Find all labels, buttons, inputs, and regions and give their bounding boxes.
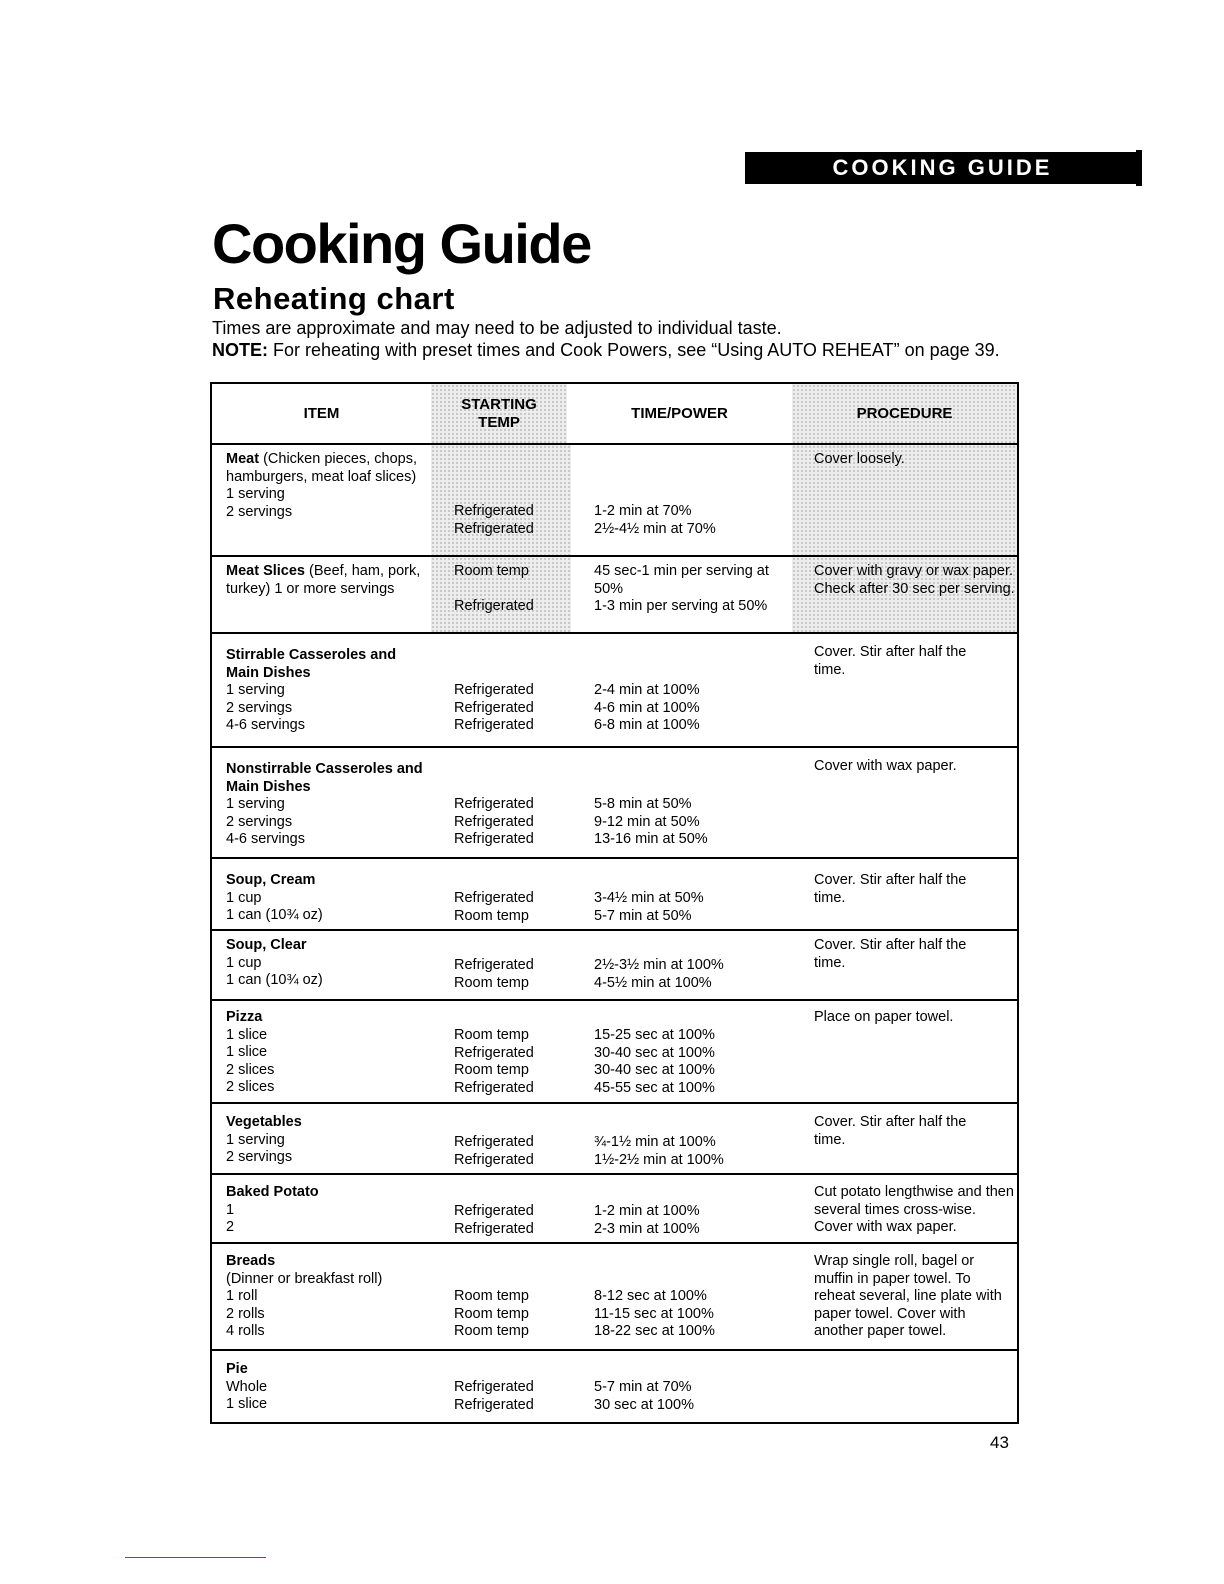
item-cell [226,445,446,555]
temp-line: Refrigerated [454,796,534,812]
temp-line: Room temp [454,974,529,991]
serving-line: 4-6 servings [226,831,305,847]
header-temp-line1: STARTING [461,396,537,413]
serving-line: 1 serving [226,796,285,812]
item-title: Pizza [226,1009,263,1025]
time-cell [594,931,794,999]
item-description: (Chicken pieces, chops, hamburgers, meat loaf slices) [226,451,418,485]
temp-line: Refrigerated [454,503,534,519]
time-line: 5-7 min at 50% [594,907,692,924]
procedure-cell: Cut potato lengthwise and then several times cross-wise. Cover with wax paper. [814,1184,1014,1235]
temp-cell [431,1175,571,1242]
serving-line: 1 cup [226,954,262,971]
time-line: 3-4½ min at 50% [594,890,704,906]
item-cell [226,1175,446,1242]
temp-line: Refrigerated [454,1220,534,1237]
banner-label: COOKING GUIDE [832,155,1053,180]
footer-rule [125,1557,266,1558]
time-line: 45 sec-1 min per serving at 50% [594,563,769,597]
item-subtitle: (Dinner or breakfast roll) [226,1270,383,1287]
procedure-cell: Place on paper towel. [814,1009,954,1025]
table-row [212,634,1017,748]
time-line: 1-2 min at 100% [594,1203,700,1219]
time-cell [594,748,794,857]
temp-cell [431,634,571,746]
item-title: Vegetables [226,1114,302,1130]
temp-cell [431,748,571,857]
time-line: 5-8 min at 50% [594,796,692,812]
header-item: ITEM [303,404,340,422]
item-cell [226,1244,446,1349]
temp-line: Refrigerated [454,699,534,716]
serving-line: 1 can (10¾ oz) [226,907,323,923]
time-line: 30-40 sec at 100% [594,1062,715,1078]
time-cell [594,557,789,632]
time-line: 8-12 sec at 100% [594,1288,707,1304]
time-cell [594,1001,794,1102]
temp-line: Refrigerated [454,1151,534,1168]
table-row [212,557,1017,634]
time-line: ¾-1½ min at 100% [594,1134,716,1150]
serving-line: 2 rolls [226,1305,265,1322]
procedure-cell: Cover. Stir after half the time. [814,644,967,678]
temp-line: Refrigerated [454,1044,534,1061]
serving-line: 1 [226,1201,235,1218]
temp-line: Room temp [454,1062,529,1078]
intro-text [212,317,1012,361]
serving-line: 1 roll [226,1288,258,1304]
serving-line: 1 slice [226,1026,268,1043]
serving-line: 1 serving [226,682,285,698]
time-line: 30 sec at 100% [594,1396,694,1413]
item-cell [226,859,446,929]
temp-line: Refrigerated [454,1396,534,1413]
temp-line: Room temp [454,1305,529,1322]
temp-line: Refrigerated [454,831,534,847]
serving-line: 1 cup [226,889,262,906]
item-description: (Beef, ham, pork, turkey) 1 or more servings [226,563,421,597]
time-cell [594,859,794,929]
table-row [212,1244,1017,1351]
item-cell [226,931,446,999]
temp-line: Room temp [454,907,529,924]
time-line: 18-22 sec at 100% [594,1323,715,1339]
serving-line: 2 servings [226,1149,293,1165]
serving-line: 1 can (10¾ oz) [226,972,323,988]
temp-line: Room temp [454,1027,529,1043]
procedure-cell: Cover with wax paper. [814,758,957,774]
temp-line: Room temp [454,1323,529,1339]
temp-line: Refrigerated [454,1203,534,1219]
table-row [212,445,1017,557]
time-cell [594,1244,794,1349]
serving-line: 4 rolls [226,1323,265,1339]
temp-line: Refrigerated [454,957,534,973]
item-cell [226,1001,446,1102]
section-banner [745,152,1140,184]
time-line: 2-4 min at 100% [594,682,700,698]
procedure-cell: Cover. Stir after half the time. [814,872,967,906]
temp-line: Refrigerated [454,890,534,906]
time-cell [594,634,794,746]
temp-line: Refrigerated [454,813,534,830]
item-title: Nonstirrable Casseroles and Main Dishes [226,761,423,795]
procedure-cell: Cover. Stir after half the time. [814,1114,967,1148]
item-title: Pie [226,1361,248,1377]
page-number: 43 [990,1433,1009,1452]
table-row [212,1001,1017,1104]
procedure-cell: Wrap single roll, bagel or muffin in paper towel. To reheat several, line plate with paper towel. Cover with another paper towel. [814,1253,1002,1339]
serving-line: 2 [226,1219,235,1235]
serving-line: 2 slices [226,1061,275,1078]
time-line: 2-3 min at 100% [594,1220,700,1237]
temp-line: Refrigerated [454,1134,534,1150]
item-cell [226,1351,446,1424]
serving-line: 2 servings [226,503,293,520]
item-title: Soup, Cream [226,872,316,888]
time-line: 11-15 sec at 100% [594,1305,714,1322]
procedure-cell: Cover. Stir after half the time. [814,937,967,971]
item-title: Meat [226,451,260,467]
reheating-table [210,382,1019,1424]
item-title: Stirrable Casseroles and Main Dishes [226,647,397,681]
time-line: 9-12 min at 50% [594,813,700,830]
header-procedure: PROCEDURE [792,384,1017,443]
temp-cell [431,1244,571,1349]
item-title: Meat Slices [226,563,305,579]
item-cell [226,557,446,632]
time-cell [594,1104,794,1173]
header-temp-line2: TEMP [478,413,520,431]
item-title-line [226,563,420,597]
procedure-cell [792,1351,1017,1424]
table-row [212,748,1017,859]
temp-cell [431,931,571,999]
table-row [212,1104,1017,1175]
time-line: 1-3 min per serving at 50% [594,598,768,614]
serving-line: 1 serving [226,1131,285,1148]
temp-line: Room temp [454,563,529,579]
temp-cell [431,445,571,555]
time-line: 5-7 min at 70% [594,1379,692,1395]
item-title: Baked Potato [226,1184,319,1200]
serving-line: 1 slice [226,1044,268,1060]
time-line: 30-40 sec at 100% [594,1044,715,1061]
item-cell [226,1104,446,1173]
procedure-cell: Cover with gravy or wax paper. Check after 30 sec per serving. [792,557,1017,632]
table-header-row [212,384,1017,445]
table-row [212,1351,1017,1424]
temp-cell [431,557,571,632]
temp-line: Room temp [454,1288,529,1304]
header-starting-temp [431,384,567,443]
item-cell [226,748,446,857]
procedure-cell: Cover loosely. [792,445,1017,555]
table-row [212,1175,1017,1244]
time-line: 1½-2½ min at 100% [594,1151,724,1168]
serving-line: 2 servings [226,699,293,716]
item-title: Soup, Clear [226,937,307,953]
temp-line: Refrigerated [454,717,534,733]
intro-line: Times are approximate and may need to be adjusted to individual taste. [212,318,782,338]
temp-cell [431,859,571,929]
serving-line: 1 slice [226,1396,268,1412]
time-line: 15-25 sec at 100% [594,1027,715,1043]
note-text: For reheating with preset times and Cook Powers, see “Using AUTO REHEAT” on page 39. [273,340,1000,360]
temp-line: Refrigerated [454,520,534,537]
temp-line: Refrigerated [454,1079,534,1096]
temp-line: Refrigerated [454,598,534,614]
serving-line: Whole [226,1378,268,1395]
time-line: 1-2 min at 70% [594,503,692,519]
temp-line: Refrigerated [454,1379,534,1395]
note-label: NOTE: [212,340,268,360]
temp-cell [431,1001,571,1102]
item-title: Breads [226,1253,276,1269]
time-cell [594,1175,794,1242]
time-line: 13-16 min at 50% [594,831,708,847]
time-cell [594,445,794,555]
table-row [212,859,1017,931]
temp-cell [431,1104,571,1173]
time-line: 2½-4½ min at 70% [594,520,716,537]
temp-line: Refrigerated [454,682,534,698]
time-line: 6-8 min at 100% [594,717,700,733]
time-line: 2½-3½ min at 100% [594,957,724,973]
temp-cell [431,1351,571,1424]
note-paragraph [212,339,1012,361]
header-time-power: TIME/POWER [631,404,728,422]
serving-line: 4-6 servings [226,717,305,733]
banner-tail-mark [1136,150,1142,186]
time-line: 45-55 sec at 100% [594,1079,715,1096]
table-row [212,931,1017,1001]
item-title-line [226,451,417,485]
page-title: Cooking Guide [212,212,591,275]
time-cell [594,1351,794,1424]
serving-line: 2 servings [226,813,293,830]
serving-line: 1 serving [226,486,285,502]
time-line: 4-6 min at 100% [594,699,700,716]
time-line: 4-5½ min at 100% [594,974,712,991]
item-cell [226,634,446,746]
serving-line: 2 slices [226,1079,275,1095]
chart-subtitle: Reheating chart [213,281,455,316]
